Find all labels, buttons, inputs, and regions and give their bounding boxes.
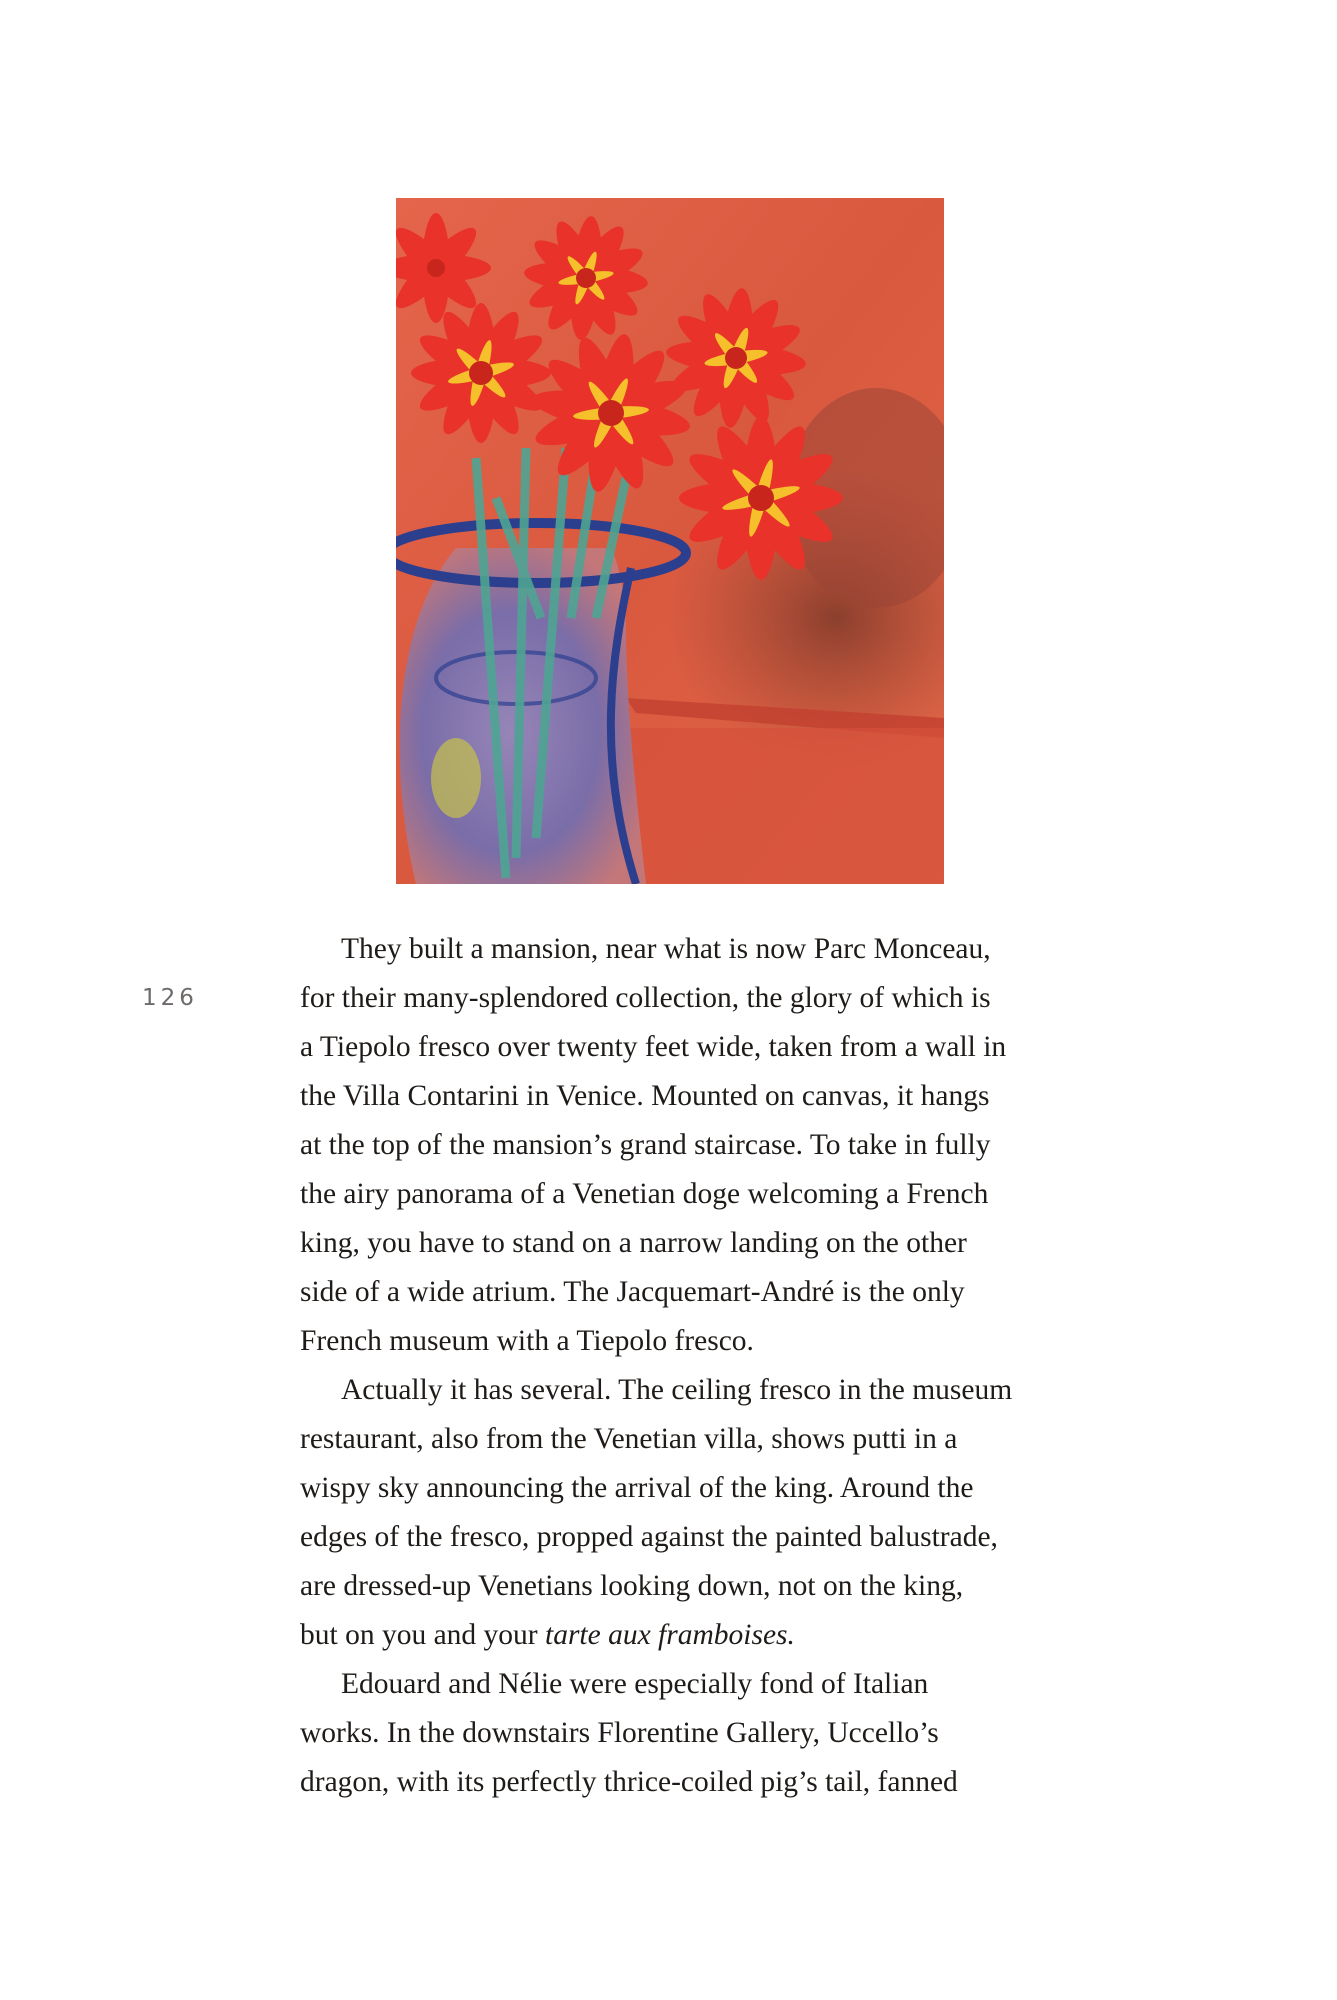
text-line: They built a mansion, near what is now Parc Monceau,: [341, 933, 991, 965]
paragraph-3: [300, 1660, 1040, 1807]
text-line: restaurant, also from the Venetian villa, shows putti in a: [300, 1423, 958, 1455]
text-line: at the top of the mansion’s grand staircase. To take in fully: [300, 1129, 991, 1161]
text-line: the airy panorama of a Venetian doge welcoming a French: [300, 1178, 989, 1210]
text-line: edges of the fresco, propped against the painted balustrade,: [300, 1521, 998, 1553]
watercolor-image: [396, 198, 944, 884]
text-line: works. In the downstairs Florentine Gallery, Uccello’s: [300, 1717, 939, 1749]
text-line: Actually it has several. The ceiling fresco in the museum: [341, 1374, 1013, 1406]
text-line: French museum with a Tiepolo fresco.: [300, 1325, 754, 1357]
text-line: king, you have to stand on a narrow landing on the other: [300, 1227, 967, 1259]
text-line: are dressed-up Venetians looking down, not on the king,: [300, 1570, 964, 1602]
flower-watercolor-illustration: [396, 198, 944, 884]
text-line: wispy sky announcing the arrival of the king. Around the: [300, 1472, 974, 1504]
body-text: [300, 925, 1040, 1807]
text-line-prefix: but on you and your: [300, 1619, 545, 1651]
paragraph-2: [300, 1366, 1040, 1660]
text-line: dragon, with its perfectly thrice-coiled pig’s tail, fanned: [300, 1766, 958, 1798]
italic-phrase: tarte aux framboises.: [545, 1619, 795, 1651]
text-line: [300, 1611, 1040, 1660]
text-line: side of a wide atrium. The Jacquemart-André is the only: [300, 1276, 965, 1308]
page-number: 126: [142, 985, 198, 1011]
text-line: a Tiepolo fresco over twenty feet wide, taken from a wall in: [300, 1031, 1007, 1063]
text-line: the Villa Contarini in Venice. Mounted on canvas, it hangs: [300, 1080, 990, 1112]
text-line: for their many-splendored collection, the glory of which is: [300, 982, 991, 1014]
paragraph-1: [300, 925, 1040, 1366]
text-line: Edouard and Nélie were especially fond of Italian: [341, 1668, 929, 1700]
